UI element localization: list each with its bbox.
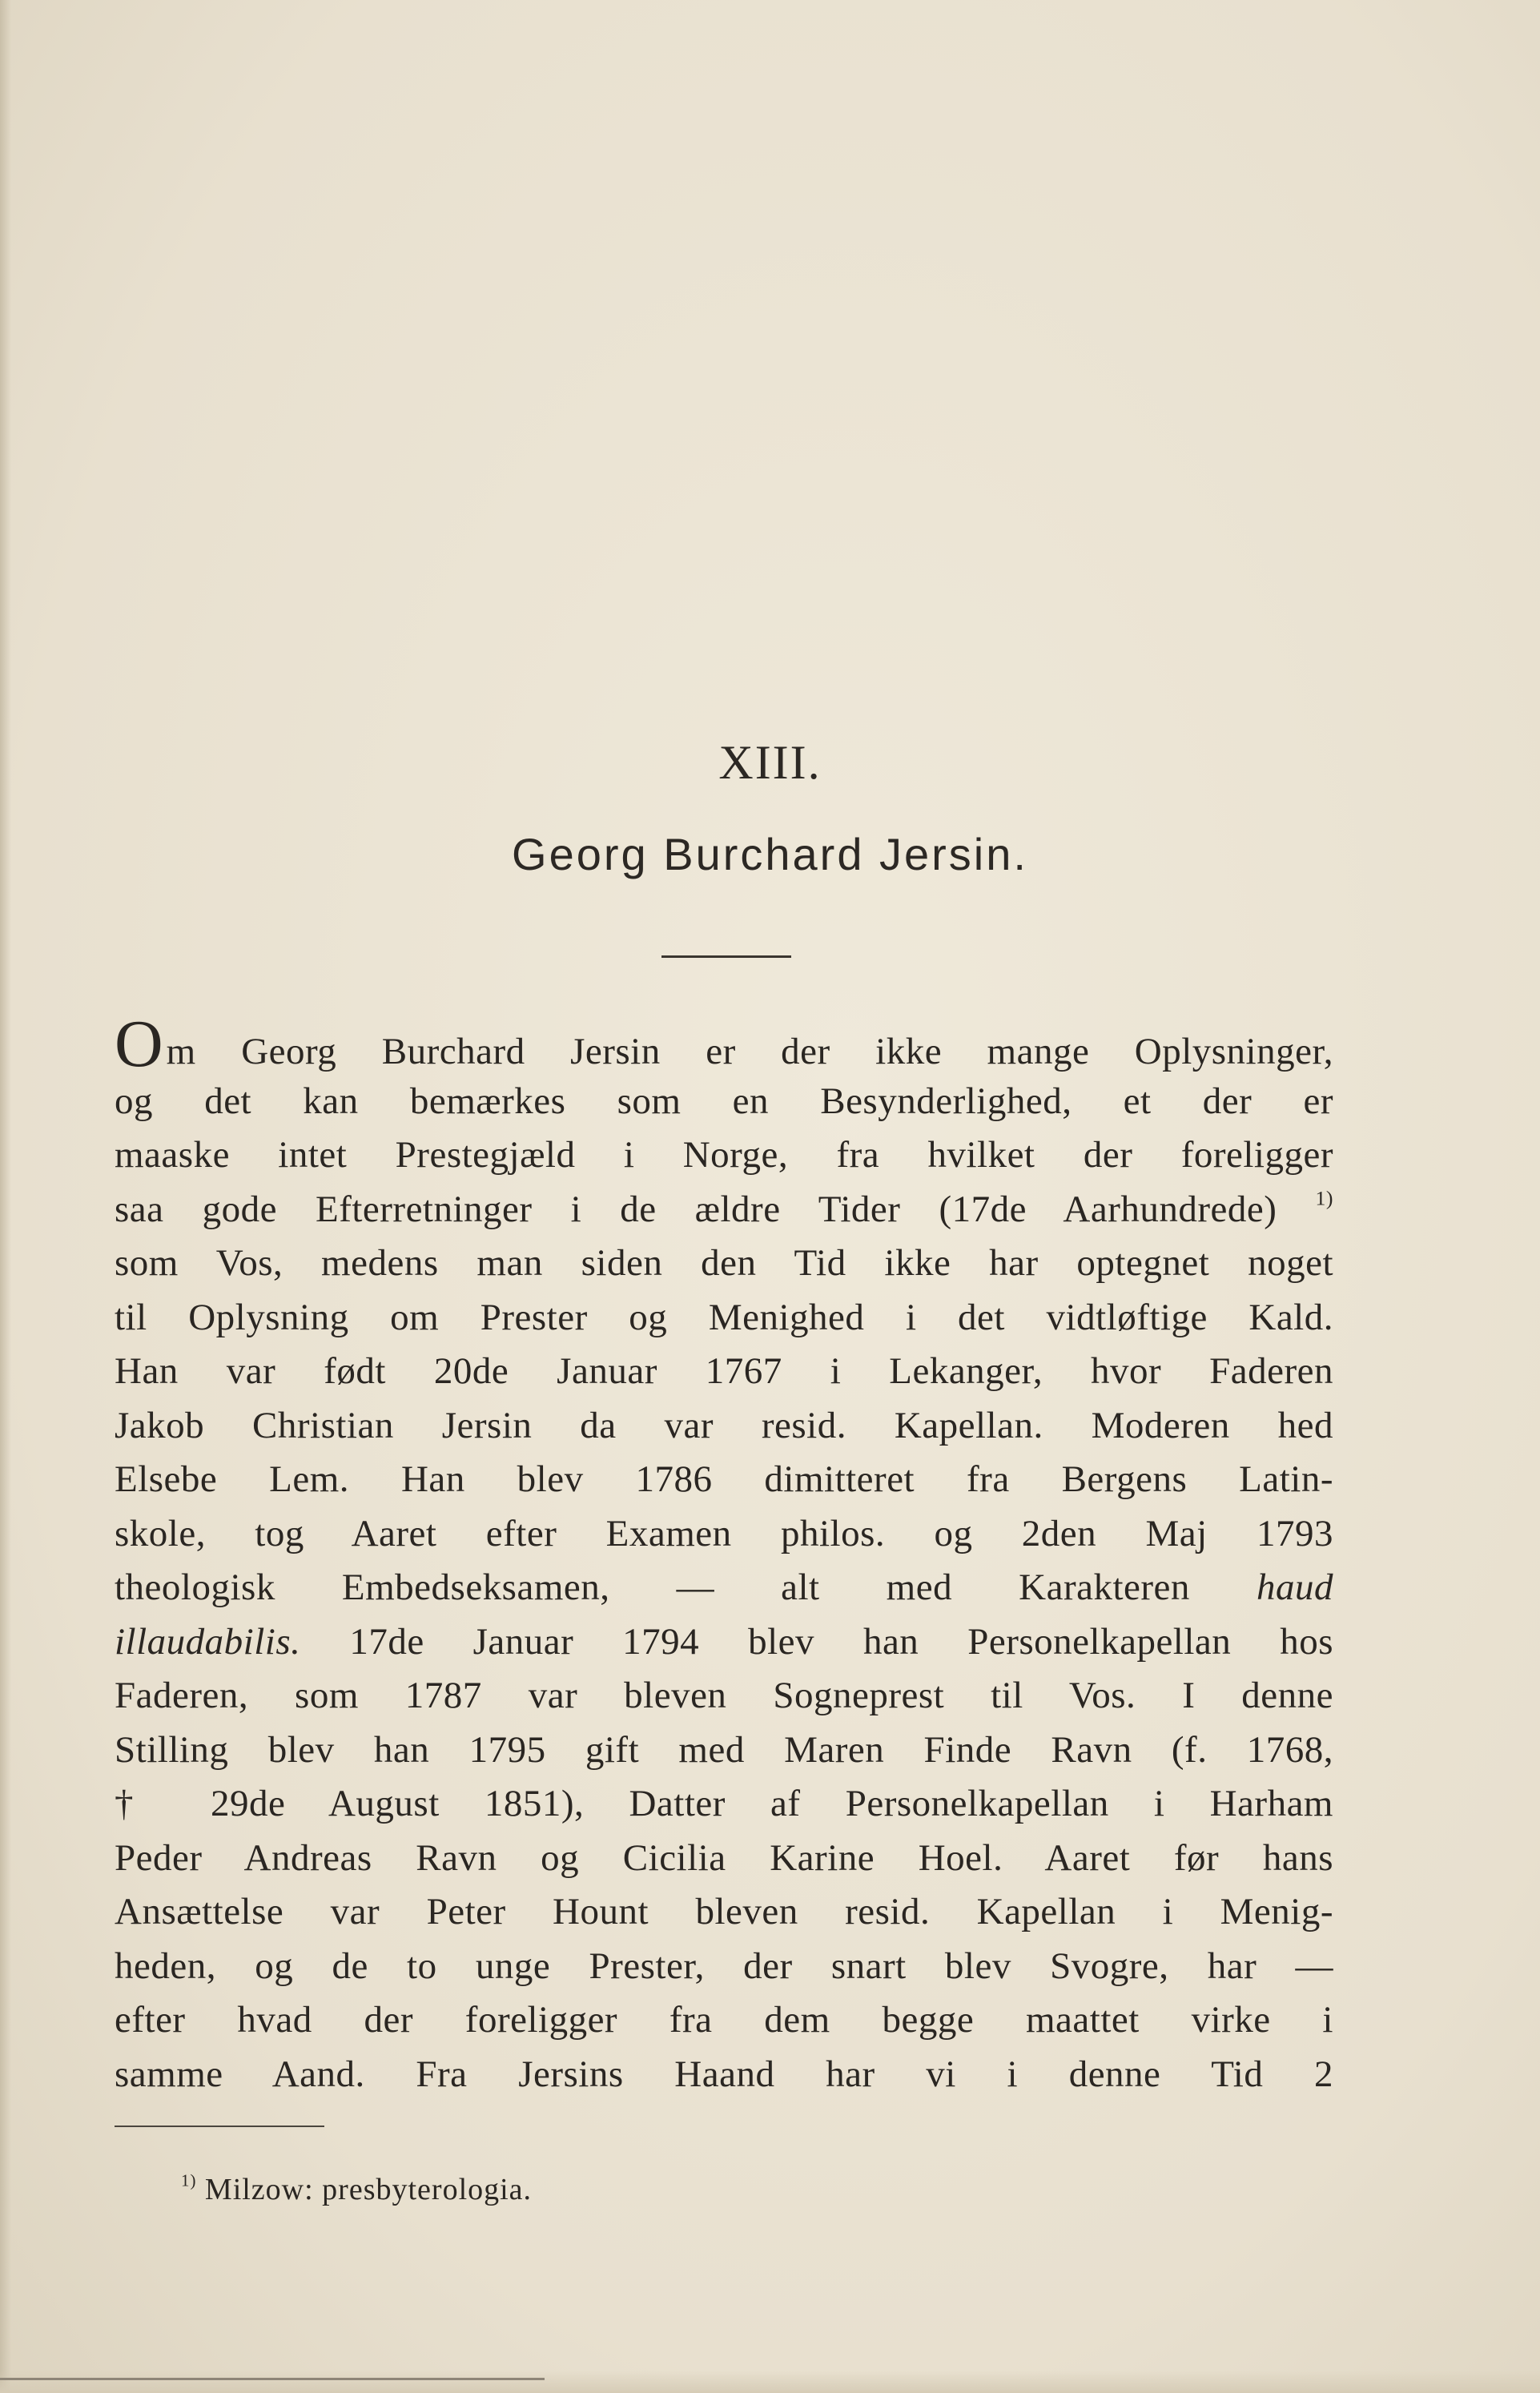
body-line: og det kan bemærkes som en Besynderlighed, et der er (115, 1080, 1333, 1122)
body-line: maaske intet Prestegjæld i Norge, fra hvilket der foreligger (115, 1134, 1333, 1176)
italic-phrase: illaudabilis. (115, 1620, 301, 1663)
body-line (115, 1561, 1333, 1615)
body-line: heden, og de to unge Prester, der snart blev Svogre, har — (115, 1945, 1333, 1987)
body-line: Han var født 20de Januar 1767 i Lekanger, hvor Faderen (115, 1350, 1333, 1392)
body-text (115, 1007, 1333, 2101)
body-line-text: saa gode Efterretninger i de ældre Tider (17de Aarhundrede) (115, 1188, 1277, 1230)
body-line-text: m Georg Burchard Jersin er der ikke mange Oplysninger, (166, 1031, 1333, 1072)
body-line: efter hvad der foreligger fra dem begge maattet virke i (115, 1999, 1333, 2041)
body-line: til Oplysning om Prester og Menighed i det vidtløftige Kald. (115, 1296, 1333, 1338)
body-line: skole, tog Aaret efter Examen philos. og 2den Maj 1793 (115, 1512, 1333, 1554)
title-divider (661, 955, 791, 958)
body-line: Faderen, som 1787 var bleven Sogneprest til Vos. I denne (115, 1675, 1333, 1716)
body-line (115, 1615, 1333, 1670)
chapter-number: XIII. (718, 736, 822, 789)
page-bottom-edge-shadow (0, 2371, 1540, 2393)
body-line: samme Aand. Fra Jersins Haand har vi i denne Tid 2 (115, 2053, 1333, 2095)
body-line: † 29de August 1851), Datter af Personelkapellan i Harham (115, 1783, 1333, 1824)
footnote-divider (115, 2126, 324, 2127)
footnote-text: Milzow: presbyterologia. (204, 2173, 533, 2206)
chapter-title: Georg Burchard Jersin. (512, 829, 1028, 879)
body-line-text: 17de Januar 1794 blev han Personelkapellan hos (349, 1620, 1333, 1663)
body-line: Jakob Christian Jersin da var resid. Kapellan. Moderen hed (115, 1404, 1333, 1446)
body-line: som Vos, medens man siden den Tid ikke har optegnet noget (115, 1242, 1333, 1284)
page-bottom-rule (0, 2378, 545, 2380)
body-line: Elsebe Lem. Han blev 1786 dimitteret fra Bergens Latin- (115, 1458, 1333, 1500)
drop-cap: O (115, 1007, 163, 1081)
footnote (181, 2172, 532, 2207)
page-left-edge-shadow (0, 0, 11, 2393)
body-line (115, 1183, 1333, 1237)
body-line: Ansættelse var Peter Hount bleven resid. Kapellan i Menig- (115, 1891, 1333, 1932)
footnote-reference: 1) (1315, 1185, 1333, 1209)
body-line (115, 1007, 1333, 1081)
body-line-text: theologisk Embedseksamen, — alt med Karakteren (115, 1567, 1190, 1608)
body-line: Stilling blev han 1795 gift med Maren Finde Ravn (f. 1768, (115, 1728, 1333, 1771)
italic-phrase: haud (1257, 1567, 1333, 1608)
footnote-marker: 1) (181, 2170, 197, 2190)
body-line: Peder Andreas Ravn og Cicilia Karine Hoel. Aaret før hans (115, 1836, 1333, 1879)
